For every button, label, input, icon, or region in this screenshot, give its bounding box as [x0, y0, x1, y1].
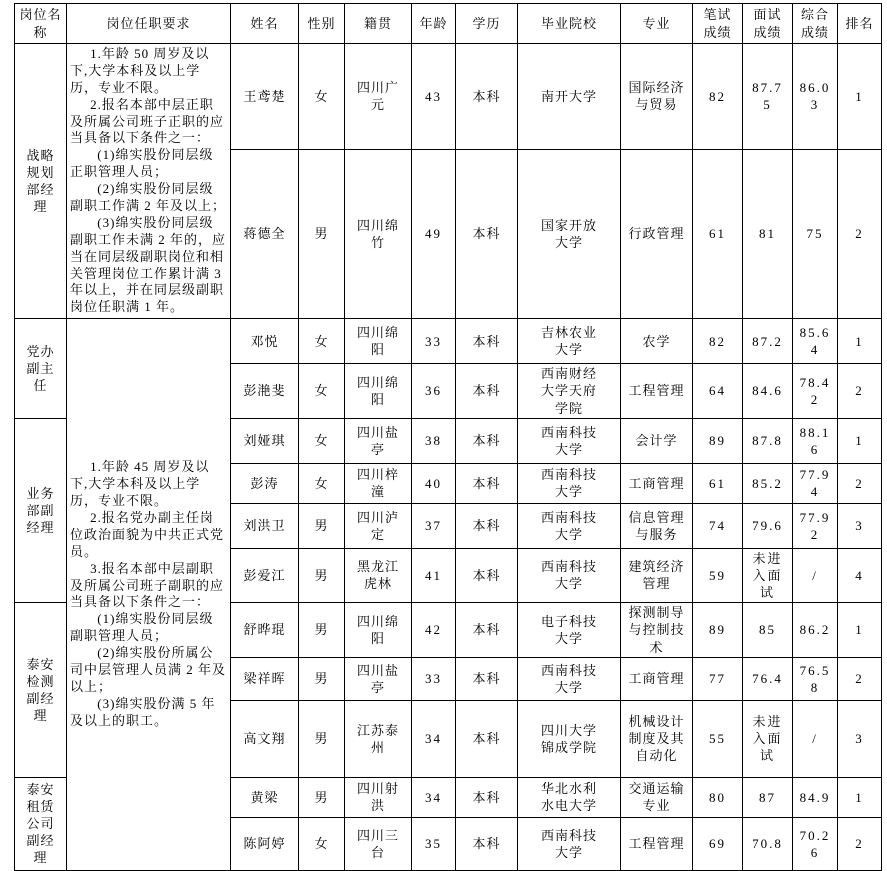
requirement-paragraph: (3)绵实股份满 5 年及以上的职工。 [70, 695, 216, 728]
education-cell: 本科 [456, 700, 518, 777]
origin-cell: 四川梓潼 [345, 463, 412, 503]
written-cell: 89 [693, 418, 743, 463]
origin-cell: 四川绵阳 [345, 603, 412, 657]
requirement-paragraph: 1.年龄 45 周岁及以下,大学本科及以上学历，专业不限。 [70, 459, 210, 509]
age-cell: 41 [412, 548, 456, 602]
interview-cell: 未进入面试 [743, 700, 793, 777]
column-header-12: 排名 [838, 4, 882, 44]
interview-cell: 70.8 [743, 817, 793, 870]
gender-cell: 女 [299, 44, 345, 150]
overall-cell: 76.58 [793, 657, 838, 700]
written-cell: 61 [693, 463, 743, 503]
written-cell: 61 [693, 149, 743, 318]
interview-cell: 81 [743, 149, 793, 318]
overall-cell: 85.64 [793, 319, 838, 364]
column-header-2: 姓名 [231, 4, 299, 44]
overall-cell: 75 [793, 149, 838, 318]
written-cell: 77 [693, 657, 743, 700]
column-header-8: 专业 [621, 4, 693, 44]
major-cell: 行政管理 [621, 149, 693, 318]
interview-cell: 76.4 [743, 657, 793, 700]
school-cell: 华北水利水电大学 [518, 777, 621, 817]
origin-cell: 四川三台 [345, 817, 412, 870]
interview-cell: 87.75 [743, 44, 793, 150]
position-name-cell: 业务部副经理 [15, 418, 67, 602]
requirements-cell [67, 319, 231, 870]
school-cell: 西南科技大学 [518, 503, 621, 548]
requirement-paragraph: (3)绵实股份同层级副职工作未满 2 年的，应当在同层级副职岗位和相关管理岗位工作累计满 3 年以上，并在同层级副职岗位任职满 1 年。 [70, 214, 227, 315]
name-cell: 王鸢楚 [231, 44, 299, 150]
origin-cell: 四川绵竹 [345, 149, 412, 318]
major-cell: 信息管理与服务 [621, 503, 693, 548]
gender-cell: 男 [299, 603, 345, 657]
education-cell: 本科 [456, 657, 518, 700]
school-cell: 西南科技大学 [518, 463, 621, 503]
age-cell: 38 [412, 418, 456, 463]
rank-cell: 3 [838, 700, 882, 777]
rank-cell: 1 [838, 603, 882, 657]
age-cell: 35 [412, 817, 456, 870]
written-cell: 64 [693, 364, 743, 418]
requirement-paragraph: (2)绵实股份同层级副职工作满 2 年及以上； [70, 181, 227, 214]
gender-cell: 女 [299, 418, 345, 463]
interview-cell: 87.8 [743, 418, 793, 463]
school-cell: 西南财经大学天府学院 [518, 364, 621, 418]
major-cell: 交通运输专业 [621, 777, 693, 817]
gender-cell: 男 [299, 503, 345, 548]
rank-cell: 4 [838, 548, 882, 602]
position-name-cell: 战略规划部经理 [15, 44, 67, 319]
origin-cell: 四川射洪 [345, 777, 412, 817]
origin-cell: 江苏泰州 [345, 700, 412, 777]
name-cell: 舒晔琨 [231, 603, 299, 657]
name-cell: 黄梁 [231, 777, 299, 817]
school-cell: 西南科技大学 [518, 418, 621, 463]
requirements-cell [67, 44, 231, 319]
column-header-10: 面试成绩 [743, 4, 793, 44]
gender-cell: 女 [299, 364, 345, 418]
written-cell: 82 [693, 44, 743, 150]
written-cell: 55 [693, 700, 743, 777]
origin-cell: 四川盐亭 [345, 418, 412, 463]
age-cell: 34 [412, 700, 456, 777]
rank-cell: 3 [838, 503, 882, 548]
gender-cell: 女 [299, 817, 345, 870]
position-name-cell: 党办副主任 [15, 319, 67, 418]
requirement-paragraph: (1)绵实股份同层级正职管理人员； [70, 147, 214, 180]
interview-cell: 84.6 [743, 364, 793, 418]
education-cell: 本科 [456, 503, 518, 548]
column-header-3: 性别 [299, 4, 345, 44]
column-header-1: 岗位任职要求 [67, 4, 231, 44]
requirement-paragraph: (1)绵实股份同层级副职管理人员； [70, 611, 214, 644]
requirement-paragraph: (2)绵实股份所属公司中层管理人员满 2 年及以上； [70, 645, 227, 694]
major-cell: 探测制导与控制技术 [621, 603, 693, 657]
age-cell: 33 [412, 657, 456, 700]
school-cell: 西南科技大学 [518, 657, 621, 700]
name-cell: 刘娅琪 [231, 418, 299, 463]
education-cell: 本科 [456, 149, 518, 318]
overall-cell: / [793, 548, 838, 602]
rank-cell: 2 [838, 657, 882, 700]
column-header-5: 年龄 [412, 4, 456, 44]
education-cell: 本科 [456, 777, 518, 817]
interview-cell: 87 [743, 777, 793, 817]
header-row [15, 4, 882, 44]
age-cell: 37 [412, 503, 456, 548]
school-cell: 西南科技大学 [518, 817, 621, 870]
school-cell: 南开大学 [518, 44, 621, 150]
written-cell: 59 [693, 548, 743, 602]
school-cell: 国家开放大学 [518, 149, 621, 318]
interview-cell: 未进入面试 [743, 548, 793, 602]
requirement-paragraph: 2.报名党办副主任岗位政治面貌为中共正式党员。 [70, 510, 225, 559]
education-cell: 本科 [456, 463, 518, 503]
name-cell: 彭滟斐 [231, 364, 299, 418]
column-header-0: 岗位名称 [15, 4, 67, 44]
school-cell: 西南科技大学 [518, 548, 621, 602]
age-cell: 36 [412, 364, 456, 418]
gender-cell: 女 [299, 319, 345, 364]
rank-cell: 2 [838, 463, 882, 503]
recruitment-score-table [14, 3, 882, 871]
name-cell: 邓悦 [231, 319, 299, 364]
origin-cell: 四川绵阳 [345, 319, 412, 364]
name-cell: 彭涛 [231, 463, 299, 503]
overall-cell: 77.94 [793, 463, 838, 503]
rank-cell: 2 [838, 149, 882, 318]
name-cell: 梁祥晖 [231, 657, 299, 700]
candidate-row [15, 44, 882, 150]
education-cell: 本科 [456, 364, 518, 418]
origin-cell: 四川盐亭 [345, 657, 412, 700]
age-cell: 49 [412, 149, 456, 318]
origin-cell: 四川广元 [345, 44, 412, 150]
name-cell: 高文翔 [231, 700, 299, 777]
major-cell: 建筑经济管理 [621, 548, 693, 602]
overall-cell: 78.42 [793, 364, 838, 418]
gender-cell: 男 [299, 548, 345, 602]
major-cell: 会计学 [621, 418, 693, 463]
requirement-paragraph: 2.报名本部中层正职及所属公司班子正职的应当具备以下条件之一： [70, 96, 225, 146]
gender-cell: 男 [299, 657, 345, 700]
education-cell: 本科 [456, 548, 518, 602]
gender-cell: 男 [299, 700, 345, 777]
rank-cell: 1 [838, 319, 882, 364]
position-name-cell: 泰安租赁公司副经理 [15, 777, 67, 870]
name-cell: 蒋德全 [231, 149, 299, 318]
interview-cell: 85.2 [743, 463, 793, 503]
written-cell: 80 [693, 777, 743, 817]
age-cell: 33 [412, 319, 456, 364]
age-cell: 42 [412, 603, 456, 657]
rank-cell: 1 [838, 418, 882, 463]
school-cell: 电子科技大学 [518, 603, 621, 657]
written-cell: 89 [693, 603, 743, 657]
overall-cell: 86.2 [793, 603, 838, 657]
age-cell: 43 [412, 44, 456, 150]
gender-cell: 女 [299, 463, 345, 503]
requirement-paragraph: 3.报名本部中层副职及所属公司班子副职的应当具备以下条件之一： [70, 560, 225, 610]
name-cell: 彭爱江 [231, 548, 299, 602]
education-cell: 本科 [456, 319, 518, 364]
overall-cell: 88.16 [793, 418, 838, 463]
major-cell: 国际经济与贸易 [621, 44, 693, 150]
age-cell: 40 [412, 463, 456, 503]
rank-cell: 1 [838, 44, 882, 150]
gender-cell: 男 [299, 777, 345, 817]
requirement-paragraph: 1.年龄 50 周岁及以下,大学本科及以上学历，专业不限。 [70, 46, 210, 95]
education-cell: 本科 [456, 44, 518, 150]
written-cell: 82 [693, 319, 743, 364]
overall-cell: 86.03 [793, 44, 838, 150]
overall-cell: / [793, 700, 838, 777]
rank-cell: 2 [838, 817, 882, 870]
major-cell: 工程管理 [621, 817, 693, 870]
origin-cell: 黑龙江虎林 [345, 548, 412, 602]
interview-cell: 85 [743, 603, 793, 657]
overall-cell: 77.92 [793, 503, 838, 548]
major-cell: 工商管理 [621, 463, 693, 503]
school-cell: 吉林农业大学 [518, 319, 621, 364]
column-header-7: 毕业院校 [518, 4, 621, 44]
candidate-row [15, 319, 882, 364]
written-cell: 74 [693, 503, 743, 548]
major-cell: 机械设计制度及其自动化 [621, 700, 693, 777]
table-header [15, 4, 882, 44]
table-body [15, 44, 882, 871]
column-header-6: 学历 [456, 4, 518, 44]
education-cell: 本科 [456, 418, 518, 463]
gender-cell: 男 [299, 149, 345, 318]
written-cell: 69 [693, 817, 743, 870]
major-cell: 工商管理 [621, 657, 693, 700]
education-cell: 本科 [456, 603, 518, 657]
column-header-11: 综合成绩 [793, 4, 838, 44]
position-name-cell: 泰安检测副经理 [15, 603, 67, 777]
name-cell: 刘洪卫 [231, 503, 299, 548]
column-header-4: 籍贯 [345, 4, 412, 44]
interview-cell: 87.2 [743, 319, 793, 364]
overall-cell: 70.26 [793, 817, 838, 870]
age-cell: 34 [412, 777, 456, 817]
rank-cell: 2 [838, 364, 882, 418]
interview-cell: 79.6 [743, 503, 793, 548]
major-cell: 工程管理 [621, 364, 693, 418]
overall-cell: 84.9 [793, 777, 838, 817]
rank-cell: 1 [838, 777, 882, 817]
school-cell: 四川大学锦成学院 [518, 700, 621, 777]
origin-cell: 四川绵阳 [345, 364, 412, 418]
column-header-9: 笔试成绩 [693, 4, 743, 44]
origin-cell: 四川泸定 [345, 503, 412, 548]
education-cell: 本科 [456, 817, 518, 870]
name-cell: 陈阿婷 [231, 817, 299, 870]
major-cell: 农学 [621, 319, 693, 364]
